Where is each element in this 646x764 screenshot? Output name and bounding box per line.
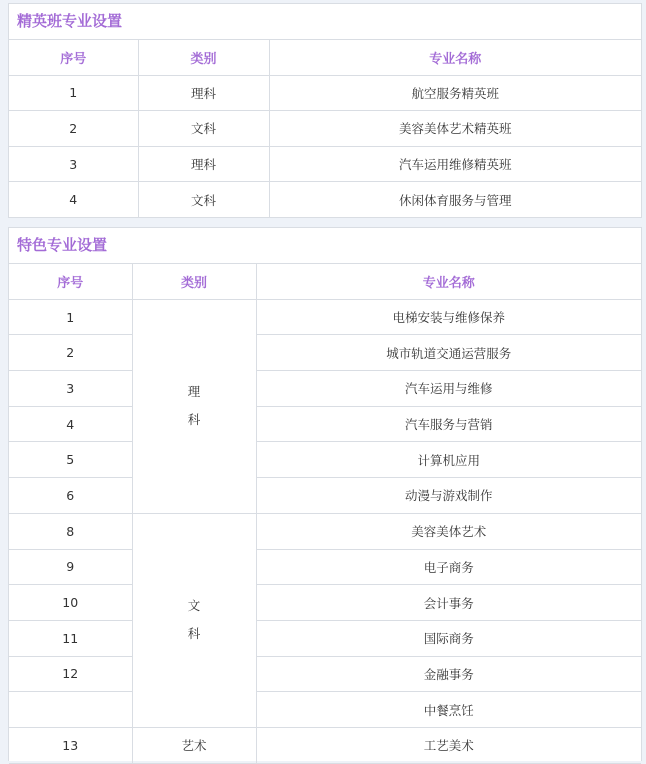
cell-number: 8	[9, 513, 132, 549]
cell-major-name: 会计事务	[256, 585, 641, 621]
category-science-char: 理	[187, 384, 201, 400]
cell-number: 5	[9, 442, 132, 478]
cell-major-name: 电子商务	[256, 549, 641, 585]
cell-major-name: 电梯安装与维修保养	[256, 299, 641, 335]
cell-major-name: 动漫与游戏制作	[256, 478, 641, 514]
cell-major-name: 城市轨道交通运营服务	[256, 335, 641, 371]
cell-number: 2	[9, 335, 132, 371]
col-header-major-name: 专业名称	[256, 264, 641, 300]
col-header-number: 序号	[9, 40, 138, 76]
table-row	[9, 182, 641, 218]
table-row	[9, 692, 641, 728]
col-header-category: 类别	[132, 264, 256, 300]
cell-number: 10	[9, 585, 132, 621]
featured-majors-table	[9, 263, 641, 764]
table-row	[9, 513, 641, 549]
category-arts-char: 科	[187, 626, 201, 642]
table-row	[9, 478, 641, 514]
cell-number: 2	[9, 111, 138, 147]
cell-number	[9, 692, 132, 728]
table-row	[9, 549, 641, 585]
cell-number: 11	[9, 620, 132, 656]
table-row	[9, 371, 641, 407]
cell-major-name: 计算机应用	[256, 442, 641, 478]
elite-majors-title: 精英班专业设置	[17, 12, 123, 30]
table-row	[9, 656, 641, 692]
cell-major-name: 美容美体艺术	[256, 513, 641, 549]
cell-major-name: 金融事务	[256, 656, 641, 692]
cell-major-name: 汽车运用维修精英班	[269, 146, 641, 182]
table-row	[9, 585, 641, 621]
category-science-cell	[132, 299, 256, 513]
cell-category: 理科	[138, 75, 269, 111]
table-row	[9, 727, 641, 763]
table-row	[9, 442, 641, 478]
cell-major-name: 汽车运用与维修	[256, 371, 641, 407]
table-row	[9, 111, 641, 147]
table-row	[9, 146, 641, 182]
col-header-number: 序号	[9, 264, 132, 300]
cell-category: 文科	[138, 182, 269, 218]
table-row	[9, 75, 641, 111]
table-header-row	[9, 40, 641, 76]
cell-major-name: 航空服务精英班	[269, 75, 641, 111]
table-header-row	[9, 264, 641, 300]
cell-number: 13	[9, 727, 132, 763]
featured-majors-panel	[8, 227, 642, 761]
cell-number: 4	[9, 182, 138, 218]
cell-major-name: 中餐烹饪	[256, 692, 641, 728]
elite-majors-panel	[8, 3, 642, 218]
category-art-cell: 艺术	[132, 727, 256, 763]
category-arts-cell	[132, 513, 256, 727]
featured-majors-title: 特色专业设置	[17, 236, 108, 254]
cell-major-name: 国际商务	[256, 620, 641, 656]
cell-number: 1	[9, 299, 132, 335]
table-row	[9, 335, 641, 371]
cell-category: 文科	[138, 111, 269, 147]
cell-number: 3	[9, 146, 138, 182]
category-science-char: 科	[187, 412, 201, 428]
cell-major-name: 休闲体育服务与管理	[269, 182, 641, 218]
table-row	[9, 620, 641, 656]
cell-major-name: 工艺美术	[256, 727, 641, 763]
category-arts-char: 文	[187, 598, 201, 614]
table-row	[9, 406, 641, 442]
cell-major-name: 汽车服务与营销	[256, 406, 641, 442]
cell-major-name: 美容美体艺术精英班	[269, 111, 641, 147]
cell-number: 6	[9, 478, 132, 514]
col-header-category: 类别	[138, 40, 269, 76]
cell-number: 1	[9, 75, 138, 111]
cell-number: 4	[9, 406, 132, 442]
cell-number: 12	[9, 656, 132, 692]
col-header-major-name: 专业名称	[269, 40, 641, 76]
elite-majors-table	[9, 39, 641, 218]
cell-category: 理科	[138, 146, 269, 182]
table-row	[9, 299, 641, 335]
cell-number: 3	[9, 371, 132, 407]
cell-number: 9	[9, 549, 132, 585]
